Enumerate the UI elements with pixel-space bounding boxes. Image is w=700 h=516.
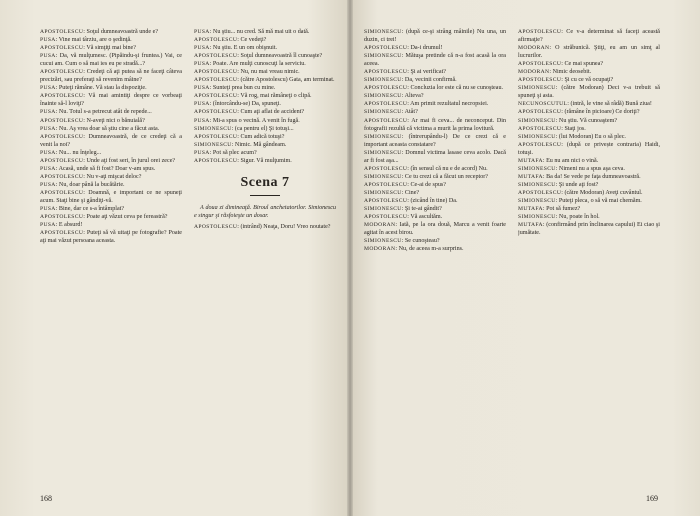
dialogue-line — [364, 68, 506, 76]
dialogue-line — [40, 205, 182, 213]
dialogue-line — [364, 100, 506, 108]
speaker-name: APOSTOLESCU — [194, 109, 238, 116]
dialogue-line — [194, 60, 336, 68]
speaker-name: APOSTOLESCU — [40, 189, 84, 196]
speaker-name: APOSTOLESCU — [40, 69, 84, 76]
dialogue-text: : (întrerupându-l) De ce crezi că e important aceasta constatare? — [364, 133, 506, 148]
dialogue-text: : Cum adică totuşi? — [237, 133, 285, 140]
dialogue-line — [40, 44, 182, 52]
dialogue-text: : Nu... nu înţeleg... — [55, 149, 102, 156]
speaker-name: PUSA — [194, 85, 210, 92]
dialogue-text: : (rămâne în picioare) Ce doriţi? — [561, 109, 640, 116]
dialogue-text: : Pot să plec acum? — [209, 149, 257, 156]
dialogue-line — [40, 157, 182, 165]
dialogue-text: : Nu. Totul s-a petrecut atât de repede... — [55, 109, 152, 116]
dialogue-line — [364, 197, 506, 205]
dialogue-line — [364, 173, 506, 181]
dialogue-text: : (lui Modoran) Eu o să plec. — [555, 133, 626, 140]
dialogue-text: : Doamnă, e important ce ne spuneţi acum. Staţi bine şi gândiţi-vă. — [40, 189, 182, 204]
speaker-name: APOSTOLESCU — [364, 165, 408, 172]
speaker-name: SIMIONESCU — [518, 181, 556, 188]
dialogue-text: : Domnul victima lasase ceva acolo. Dacă ar fi fost aşa... — [364, 149, 506, 164]
speaker-name: APOSTOLESCU — [364, 181, 408, 188]
dialogue-line — [40, 229, 182, 245]
speaker-name: APOSTOLESCU — [364, 214, 408, 221]
dialogue-line — [364, 76, 506, 84]
dialogue-line — [518, 84, 660, 100]
dialogue-text: : Nu, poate în hol. — [555, 214, 600, 221]
speaker-name: PUSA — [194, 45, 210, 52]
dialogue-line — [194, 141, 336, 149]
dialogue-line — [364, 221, 506, 237]
dialogue-line — [364, 52, 506, 68]
dialogue-line — [518, 173, 660, 181]
dialogue-text: : Vă rog, mai rămâneţi o clipă. — [237, 93, 312, 100]
speaker-name: PUSA — [40, 109, 56, 116]
speaker-name: PUSA — [194, 101, 210, 108]
dialogue-line — [40, 173, 182, 181]
speaker-name: APOSTOLESCU — [518, 125, 562, 132]
dialogue-line — [518, 76, 660, 84]
speaker-name: MUTAFA — [518, 157, 543, 164]
dialogue-text: : Şi cu ce vă ocupaţi? — [561, 77, 614, 84]
dialogue-text: : N-aveţi nici o bănuială? — [83, 117, 145, 124]
dialogue-text: : (după ce privește contraria) Haidi, totuşi. — [518, 141, 660, 156]
dialogue-line — [194, 223, 336, 231]
speaker-name: SIMIONESCU — [364, 149, 402, 156]
speaker-name: PUSA — [194, 61, 210, 68]
speaker-name: PUSA — [40, 222, 56, 229]
dialogue-line — [364, 237, 506, 245]
dialogue-line — [40, 84, 182, 92]
dialogue-line — [364, 165, 506, 173]
dialogue-text: : Da-i drumul! — [407, 45, 443, 52]
speaker-name: PUSA — [194, 149, 210, 156]
dialogue-line — [518, 221, 660, 237]
dialogue-text: : Cine? — [401, 189, 420, 196]
dialogue-text: : (intră, le vine să râdă) Bună ziua! — [567, 101, 652, 108]
dialogue-line — [194, 68, 336, 76]
dialogue-line — [194, 92, 336, 100]
dialogue-text: : Cum aţi aflat de accident? — [237, 109, 305, 116]
speaker-name: APOSTOLESCU — [194, 69, 238, 76]
speaker-name: SIMIONESCU — [364, 77, 402, 84]
dialogue-line — [40, 28, 182, 36]
speaker-name: SIMIONESCU — [364, 109, 402, 116]
left-page-columns — [40, 28, 336, 490]
dialogue-line — [40, 149, 182, 157]
dialogue-line — [518, 189, 660, 197]
dialogue-text: : Nimeni nu a spus aşa ceva. — [555, 165, 625, 172]
dialogue-line — [364, 44, 506, 52]
speaker-name: SIMIONESCU — [518, 85, 556, 92]
dialogue-text: : Da, vecinii confirmă. — [401, 77, 457, 84]
speaker-name: SIMIONESCU — [364, 133, 402, 140]
dialogue-text: : Bine, dar ce s-a întâmplat? — [55, 206, 125, 213]
speaker-name: PUSA — [194, 29, 210, 35]
dialogue-text: : Ce v-a determinat să faceţi această afirmaţie? — [518, 29, 660, 44]
dialogue-text: : Ar mai fi ceva... de neconceput. Din fotografii rezultă că victima a murit la prima lovitură. — [364, 117, 506, 132]
speaker-name: APOSTOLESCU — [518, 77, 562, 84]
dialogue-line — [194, 28, 336, 36]
dialogue-line — [194, 117, 336, 125]
dialogue-text: : (către Apostolescu) Gata, am terminat. — [237, 77, 335, 84]
speaker-name: MUTAFA — [518, 173, 543, 180]
dialogue-line — [364, 84, 506, 92]
right-column-2 — [518, 28, 660, 490]
speaker-name: SIMIONESCU — [364, 29, 402, 35]
dialogue-line — [40, 213, 182, 221]
dialogue-line — [518, 28, 660, 44]
dialogue-line — [40, 133, 182, 149]
dialogue-line — [194, 108, 336, 116]
right-page-columns — [364, 28, 660, 490]
dialogue-line — [40, 125, 182, 133]
speaker-name: PUSA — [40, 37, 56, 44]
dialogue-text: : Concluzia lor este că nu se cunoşteau. — [407, 85, 504, 92]
dialogue-text: : Mi-a spus o vecină. A venit în fugă. — [209, 117, 300, 124]
dialogue-line — [518, 197, 660, 205]
dialogue-text: : Acasă, unde să fi fost? Doar v-am spus. — [55, 165, 156, 172]
dialogue-text: : Şi ai verificat? — [407, 69, 446, 76]
dialogue-text: : Nu, nu mai vreau nimic. — [237, 69, 300, 76]
dialogue-text: : Nu. Aş vrea doar să ştiu cine a făcut asta. — [55, 125, 160, 132]
dialogue-line — [194, 149, 336, 157]
speaker-name: APOSTOLESCU — [40, 45, 84, 52]
dialogue-line — [518, 100, 660, 108]
speaker-name: APOSTOLESCU — [194, 133, 238, 140]
scene-title-text: Scena 7 — [240, 174, 290, 190]
dialogue-line — [40, 68, 182, 84]
dialogue-line — [364, 205, 506, 213]
dialogue-text: : Nu, doar până la bucătărie. — [55, 181, 125, 188]
dialogue-text: : (către Modoran) Aveţi cuvântul. — [561, 189, 643, 196]
dialogue-text: : Vă ascultăm. — [407, 214, 443, 221]
dialogue-line — [194, 52, 336, 60]
speaker-name: APOSTOLESCU — [194, 77, 238, 84]
speaker-name: APOSTOLESCU — [518, 141, 562, 148]
dialogue-text: : Nu ştiu... nu cred. Să mă mai uit o dată. — [209, 29, 310, 35]
speaker-name: APOSTOLESCU — [40, 157, 84, 164]
dialogue-text: : Atât? — [401, 109, 418, 116]
speaker-name: SIMIONESCU — [194, 125, 232, 132]
speaker-name: SIMIONESCU — [364, 189, 402, 196]
dialogue-line — [518, 181, 660, 189]
dialogue-text: : Soţul dumneavoastră îl cunoaşte? — [237, 53, 323, 60]
speaker-name: PUSA — [40, 165, 56, 172]
right-column-1 — [364, 28, 506, 490]
dialogue-text: : Ba da! Se vede pe faţa dumneavoastră. — [542, 173, 641, 180]
speaker-name: APOSTOLESCU — [40, 214, 84, 221]
speaker-name: PUSA — [40, 206, 56, 213]
left-column-2-dialogue — [194, 28, 336, 165]
speaker-name: PUSA — [40, 85, 56, 92]
dialogue-text: : Se cunoşteau? — [401, 238, 440, 245]
dialogue-line — [518, 165, 660, 173]
left-column-2 — [194, 28, 336, 490]
speaker-name: APOSTOLESCU — [364, 117, 408, 124]
speaker-name: APOSTOLESCU — [518, 189, 562, 196]
dialogue-line — [194, 133, 336, 141]
speaker-name: SIMIONESCU — [518, 197, 556, 204]
dialogue-text: : Credeţi că aţi putea să ne faceţi câteva precizări, sau preferaţi să revenim mâine? — [40, 69, 182, 84]
dialogue-text: : Unde aţi fost seri, în jurul orei zece? — [83, 157, 176, 164]
speaker-name: APOSTOLESCU — [364, 197, 408, 204]
dialogue-line — [364, 213, 506, 221]
speaker-name: PUSA — [194, 117, 210, 124]
dialogue-line — [194, 84, 336, 92]
dialogue-text: : Nu ştiu. E un om obişnuit. — [209, 45, 278, 52]
speaker-name: SIMIONESCU — [518, 117, 556, 124]
dialogue-text: : Poate. Are mulţi cunoscuţi la serviciu. — [209, 61, 306, 68]
speaker-name: APOSTOLESCU — [40, 117, 84, 124]
dialogue-line — [518, 44, 660, 60]
dialogue-line — [194, 76, 336, 84]
speaker-name: APOSTOLESCU — [194, 53, 238, 60]
dialogue-line — [194, 157, 336, 165]
dialogue-line — [364, 117, 506, 133]
dialogue-text: : Sunteţi prea bun cu mine. — [209, 85, 276, 92]
dialogue-text: : Ce-ai de spus? — [407, 181, 446, 188]
dialogue-text: : Ce vedeţi? — [237, 37, 267, 44]
page-number-left: 168 — [40, 494, 52, 503]
dialogue-line — [40, 117, 182, 125]
speaker-name: APOSTOLESCU — [364, 45, 408, 52]
dialogue-text: : (zicând în tine) Da. — [407, 197, 458, 204]
dialogue-text: : Nimic deosebit. — [549, 69, 592, 76]
dialogue-line — [364, 92, 506, 100]
dialogue-line — [364, 149, 506, 165]
speaker-name: MODORAN — [364, 222, 396, 229]
dialogue-text: : O străbunică. Ştiţi, eu am un simţ al lucrurilor. — [518, 45, 660, 60]
dialogue-line — [518, 205, 660, 213]
speaker-name: APOSTOLESCU — [518, 109, 562, 116]
dialogue-line — [40, 92, 182, 108]
dialogue-text: : Sigur. Vă mulţumim. — [237, 157, 292, 164]
speaker-name: SIMIONESCU — [364, 206, 402, 213]
dialogue-text: : Puteţi rămâne. Vă stau la dispoziţie. — [55, 85, 147, 92]
speaker-name: SIMIONESCU — [518, 214, 556, 221]
speaker-name: MUTAFA — [518, 222, 543, 229]
dialogue-line — [518, 157, 660, 165]
dialogue-text: : Da, vă mulţumesc. (Pipăindu-şi fruntea.) Vai, ce cucui am. Cum o să mai ies eu pe stradă...? — [40, 53, 182, 68]
dialogue-line — [364, 189, 506, 197]
left-column-2-after-scene — [194, 223, 336, 231]
dialogue-line — [518, 108, 660, 116]
speaker-name: APOSTOLESCU — [194, 157, 238, 164]
dialogue-line — [40, 189, 182, 205]
dialogue-text: : Şi unde aţi fost? — [555, 181, 599, 188]
speaker-name: APOSTOLESCU — [518, 61, 562, 68]
speaker-name: NECUNOSCUTUL — [518, 101, 568, 108]
dialogue-text: : Nu, de aceea m-a surprins. — [395, 246, 464, 253]
speaker-name: SIMIONESCU — [364, 53, 402, 60]
speaker-name: SIMIONESCU — [364, 173, 402, 180]
dialogue-text: : Staţi jos. — [561, 125, 586, 132]
speaker-name: APOSTOLESCU — [40, 93, 84, 100]
dialogue-line — [364, 181, 506, 189]
dialogue-line — [40, 108, 182, 116]
dialogue-line — [518, 117, 660, 125]
speaker-name: APOSTOLESCU — [364, 69, 408, 76]
dialogue-line — [518, 60, 660, 68]
dialogue-text: : Dumneavoastră, de ce credeţi că a venit la noi? — [40, 133, 182, 148]
speaker-name: PUSA — [40, 53, 56, 60]
speaker-name: SIMIONESCU — [518, 165, 556, 172]
right-page — [350, 0, 700, 516]
scene-heading — [194, 175, 336, 196]
dialogue-line — [40, 165, 182, 173]
dialogue-text: : Pot să fumez? — [542, 206, 581, 213]
dialogue-line — [518, 133, 660, 141]
speaker-name: MODORAN — [518, 45, 550, 52]
dialogue-text: : Am primit rezultatul necropsiei. — [407, 101, 489, 108]
speaker-name: MUTAFA — [518, 206, 543, 213]
dialogue-line — [194, 44, 336, 52]
dialogue-line — [40, 181, 182, 189]
dialogue-text: : (ca pentru el) Şi totuşi... — [231, 125, 294, 132]
dialogue-text: : Nimic. Mă gândeam. — [231, 141, 287, 148]
speaker-name: APOSTOLESCU — [194, 93, 238, 100]
speaker-name: APOSTOLESCU — [518, 29, 562, 35]
dialogue-text: : Ce mai spunea? — [561, 61, 604, 68]
dialogue-text: : Iată, pe la ora două, Marcu a venit foarte agitat în acest birou. — [364, 222, 506, 237]
speaker-name: SIMIONESCU — [364, 238, 402, 245]
dialogue-text: : (după ce-şi strâng mâinile) Nu una, un duzin, ci trei! — [364, 29, 506, 44]
book-gutter — [347, 0, 353, 516]
dialogue-text: : (în sensul că nu e de acord) Nu. — [407, 165, 488, 172]
dialogue-text: : Alteva? — [401, 93, 424, 100]
speaker-name: SIMIONESCU — [518, 133, 556, 140]
dialogue-line — [518, 68, 660, 76]
speaker-name: PUSA — [40, 181, 56, 188]
dialogue-text: : Eu nu am nici o vină. — [542, 157, 599, 164]
dialogue-text: : (intrând) Neaţa, Doru! Vreo noutate? — [237, 223, 331, 230]
speaker-name: APOSTOLESCU — [364, 101, 408, 108]
speaker-name: PUSA — [40, 125, 56, 132]
dialogue-text: : Soţul dumneavoastră unde e? — [83, 29, 159, 35]
speaker-name: SIMIONESCU — [194, 141, 232, 148]
speaker-name: APOSTOLESCU — [194, 223, 238, 230]
dialogue-line — [518, 213, 660, 221]
dialogue-text: : Puteţi să vă uitaţi pe fotografie? Poate aţi mai văzut persoana aceasta. — [40, 230, 182, 245]
scene-title-rule — [250, 195, 280, 196]
dialogue-line — [40, 221, 182, 229]
dialogue-line — [40, 36, 182, 44]
speaker-name: APOSTOLESCU — [40, 133, 84, 140]
speaker-name: APOSTOLESCU — [40, 173, 84, 180]
page-number-right: 169 — [646, 494, 658, 503]
dialogue-line — [364, 108, 506, 116]
dialogue-text: : Nu v-aţi mişcat deloc? — [83, 173, 142, 180]
dialogue-text: : Puteţi pleca, o să vă mai chemăm. — [555, 197, 642, 204]
dialogue-text: : Vă mai amintiţi despre ce vorbeaţi înainte să-l loviţi? — [40, 93, 182, 108]
dialogue-line — [364, 28, 506, 44]
dialogue-line — [364, 133, 506, 149]
stage-direction: A doua zi dimineaţă. Biroul anchetatorilor. Simionescu e singur şi răsfoieşte un dosar. — [194, 204, 336, 219]
speaker-name: MODORAN — [364, 246, 396, 253]
dialogue-line — [518, 141, 660, 157]
speaker-name: PUSA — [40, 149, 56, 156]
dialogue-line — [194, 125, 336, 133]
dialogue-line — [194, 100, 336, 108]
dialogue-text: : Şi te-ai gândit? — [401, 206, 442, 213]
speaker-name: APOSTOLESCU — [194, 37, 238, 44]
dialogue-text: : Ce tu crezi că a făcut un receptor? — [401, 173, 488, 180]
dialogue-text: : (către Modoran) Deci v-a trebuit să spuneţi şi asta. — [518, 85, 660, 100]
dialogue-line — [40, 52, 182, 68]
speaker-name: APOSTOLESCU — [364, 85, 408, 92]
speaker-name: APOSTOLESCU — [40, 230, 84, 237]
dialogue-text: : Vă simţiţi mai bine? — [83, 45, 136, 52]
dialogue-text: : (confirmând prin înclinarea capului) Ei ciao şi jumătate. — [518, 222, 660, 237]
dialogue-line — [518, 125, 660, 133]
dialogue-text: : Nu ştiu. Vă cunoaştem? — [555, 117, 618, 124]
left-column-1 — [40, 28, 182, 490]
dialogue-line — [364, 245, 506, 253]
dialogue-text: : E absurd! — [55, 222, 83, 229]
speaker-name: MODORAN — [518, 69, 550, 76]
speaker-name: APOSTOLESCU — [40, 29, 84, 35]
speaker-name: SIMIONESCU — [364, 93, 402, 100]
dialogue-text: : Mătuşa pretinde că n-a fost acasă la ora aceea. — [364, 53, 506, 68]
dialogue-text: : (întorcându-se) Da, spuneţi. — [209, 101, 281, 108]
dialogue-text: : Poate aţi văzut ceva pe fereastră? — [83, 214, 168, 221]
dialogue-text: : Vine mai târziu, are o şedinţă. — [55, 37, 132, 44]
dialogue-line — [194, 36, 336, 44]
